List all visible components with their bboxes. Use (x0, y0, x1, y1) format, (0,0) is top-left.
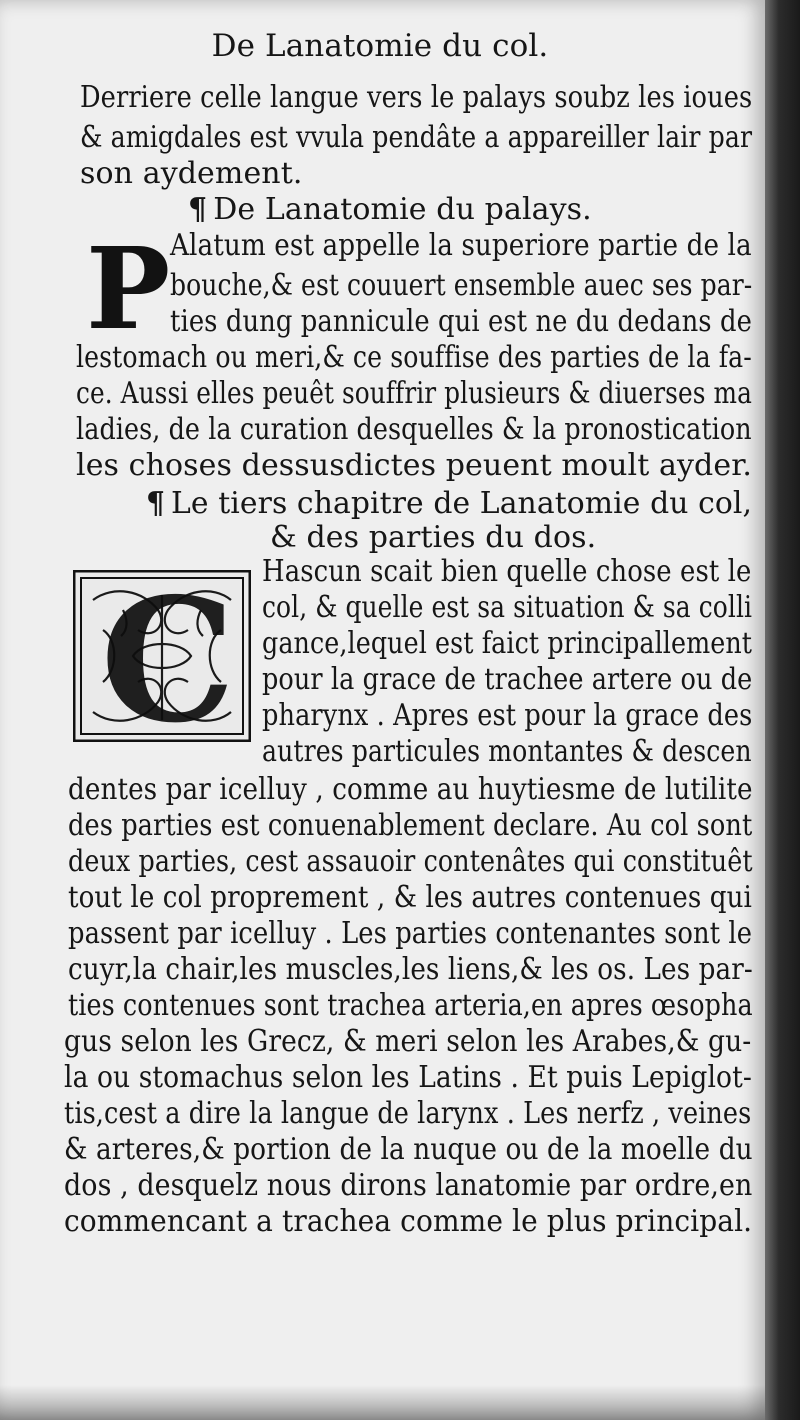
text-line: dentes par icelluy , comme au huytiesme de lutilite (68, 772, 753, 807)
text-line: ties dung pannicule qui est ne du dedans de (170, 304, 752, 339)
pilcrow-icon: ¶ (188, 192, 208, 227)
section-heading (188, 192, 592, 228)
text-line: cuyr,la chair,les muscles,les liens,& les os. Les par- (68, 952, 753, 987)
text-line: tis,cest a dire la langue de larynx . Les nerfz , veines (64, 1096, 752, 1131)
text-line: Derriere celle langue vers le palays soubz les ioues (80, 80, 753, 115)
text-line: les choses dessusdictes peuent moult ayder. (76, 448, 752, 483)
text-line: bouche,& est couuert ensemble auec ses par- (170, 268, 753, 303)
section-heading-text: De Lanatomie du palays. (213, 192, 592, 227)
text-line: col, & quelle est sa situation & sa colli (262, 590, 753, 625)
text-line: tout le col proprement , & les autres contenues qui (68, 880, 752, 915)
text-line: gance,lequel est faict principallement (262, 626, 753, 661)
text-line: ties contenues sont trachea arteria,en apres œsopha (68, 988, 753, 1023)
page-shadow (0, 1385, 765, 1420)
running-head: De Lanatomie du col. (211, 28, 549, 64)
text-line: ladies, de la curation desquelles & la pronostication (76, 412, 752, 447)
text-line: son aydement. (80, 156, 303, 191)
text-line: dos , desquelz nous dirons lanatomie par ordre,en (64, 1168, 753, 1203)
text-line: des parties est conuenablement declare. Au col sont (68, 808, 753, 843)
text-line: lestomach ou meri,& ce souffise des parties de la fa- (76, 340, 752, 375)
text-line: la ou stomachus selon les Latins . Et puis Lepiglot- (64, 1060, 752, 1095)
text-line: autres particules montantes & descen (262, 734, 752, 769)
text-line: commencant a trachea comme le plus principal. (64, 1204, 753, 1239)
text-line: gus selon les Grecz, & meri selon les Arabes,& gu- (64, 1024, 752, 1059)
drop-cap-p: P (86, 224, 171, 355)
text-line: & arteres,& portion de la nuque ou de la moelle du (64, 1132, 753, 1167)
text-line: & amigdales est vvula pendâte a appareiller lair par (80, 120, 753, 155)
chapter-heading-text: Le tiers chapitre de Lanatomie du col, (171, 486, 753, 521)
text-line: deux parties, cest assauoir contenâtes qui constituêt (68, 844, 753, 879)
text-line: Alatum est appelle la superiore partie de la (170, 228, 752, 263)
text-line: Hascun scait bien quelle chose est le (262, 554, 752, 589)
page-edge (765, 0, 800, 1420)
ornamental-drop-cap-c (73, 570, 251, 742)
pilcrow-icon: ¶ (146, 486, 166, 521)
text-line: passent par icelluy . Les parties contenantes sont le (68, 916, 753, 951)
text-line: pharynx . Apres est pour la grace des (262, 698, 753, 733)
text-line: pour la grace de trachee artere ou de (262, 662, 753, 697)
text-line: ce. Aussi elles peuêt souffrir plusieurs & diuerses ma (76, 376, 752, 411)
chapter-heading (146, 486, 752, 522)
drop-cap-letter: C (100, 570, 236, 742)
chapter-heading-line2: & des parties du dos. (270, 520, 597, 555)
